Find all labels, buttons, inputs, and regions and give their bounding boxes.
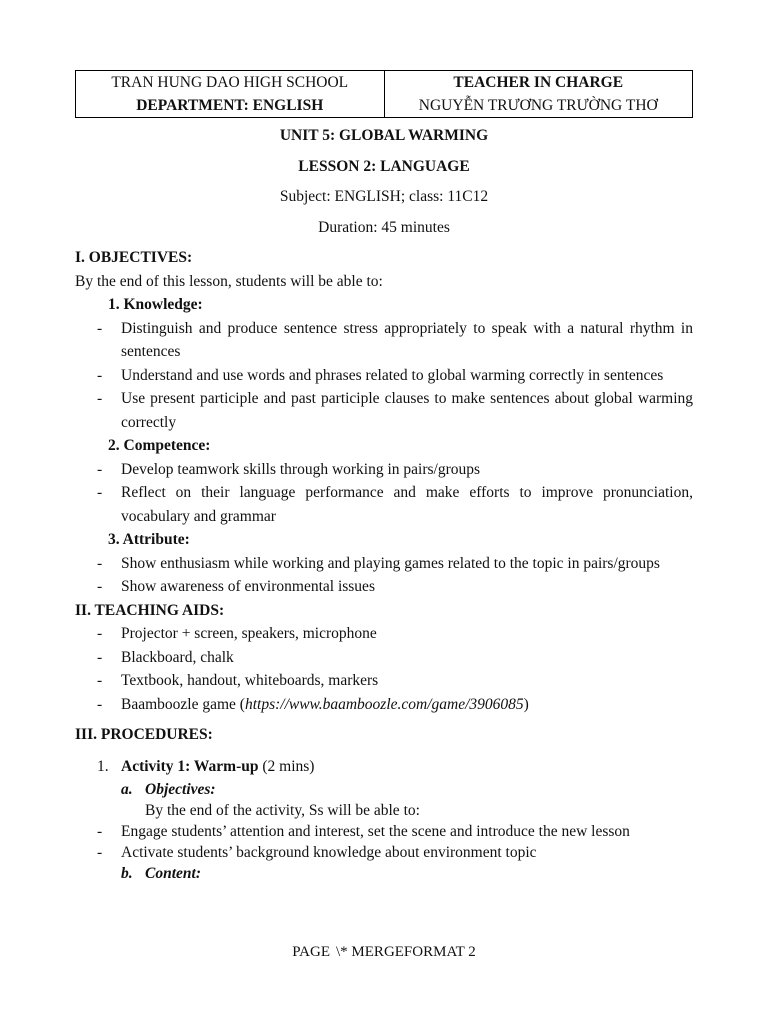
unit-title: UNIT 5: GLOBAL WARMING <box>279 127 489 144</box>
list-item-text: Develop teamwork skills through working in pairs/groups <box>121 460 481 478</box>
bullet-dash: - <box>97 319 103 337</box>
list-item <box>75 842 693 863</box>
activity-1-heading <box>75 755 693 779</box>
bullet-dash: - <box>97 366 103 384</box>
knowledge-heading: 1. Knowledge: <box>108 296 203 313</box>
teacher-cell <box>384 71 693 118</box>
baamboozle-link[interactable]: https://www.baamboozle.com/game/3906085 <box>244 695 524 713</box>
activity-title: Activity 1: Warm-up <box>121 757 259 775</box>
procedures-heading: III. PROCEDURES: <box>75 726 213 743</box>
bullet-dash: - <box>97 390 103 407</box>
bullet-dash: - <box>97 822 103 840</box>
school-name: TRAN HUNG DAO HIGH SCHOOL <box>111 74 349 91</box>
list-item <box>75 575 693 599</box>
subheading-text: Content: <box>145 864 201 882</box>
objectives-heading: I. OBJECTIVES: <box>75 249 193 266</box>
list-item <box>75 387 693 434</box>
bullet-dash: - <box>97 460 103 478</box>
lesson-title: LESSON 2: LANGUAGE <box>298 157 470 175</box>
list-item-text: Projector + screen, speakers, microphone <box>121 625 377 642</box>
duration-line: Duration: 45 minutes <box>318 218 450 236</box>
list-item-text: Engage students’ attention and interest, set the scene and introduce the new lesson <box>121 822 630 840</box>
teacher-name: NGUYỄN TRƯƠNG TRƯỜNG THƠ <box>418 97 658 114</box>
school-cell <box>76 71 385 118</box>
teacher-label: TEACHER IN CHARGE <box>453 74 624 91</box>
activity-objectives-intro: By the end of the activity, Ss will be able to: <box>145 801 420 819</box>
bullet-dash: - <box>97 648 103 666</box>
bullet-dash: - <box>97 554 103 572</box>
list-item <box>75 693 693 717</box>
bullet-dash: - <box>97 695 103 713</box>
game-suffix: ) <box>523 695 529 713</box>
activity-time: (2 mins) <box>262 757 315 775</box>
bullet-dash: - <box>97 484 103 501</box>
list-item <box>75 552 693 576</box>
list-item-text: Understand and use words and phrases related to global warming correctly in sentences <box>121 366 664 384</box>
list-item-text: Show enthusiasm while working and playing games related to the topic in pairs/groups <box>121 554 660 572</box>
list-item-text: Distinguish and produce sentence stress appropriately to speak with a natural rhythm in sentences <box>121 319 693 360</box>
lesson-plan-page <box>75 70 693 884</box>
bullet-dash: - <box>97 672 103 689</box>
subheading-letter: b. <box>121 864 133 882</box>
department-name: DEPARTMENT: ENGLISH <box>136 97 324 114</box>
bullet-dash: - <box>97 578 103 595</box>
list-item <box>75 646 693 670</box>
subheading-text: Objectives: <box>145 780 216 798</box>
list-item-text: Show awareness of environmental issues <box>121 578 375 595</box>
list-item-text: Activate students’ background knowledge about environment topic <box>121 843 537 861</box>
activity-number: 1. <box>97 757 109 775</box>
subheading-letter: a. <box>121 780 133 798</box>
content-subheading <box>75 863 693 884</box>
competence-heading: 2. Competence: <box>108 437 211 454</box>
list-item <box>75 481 693 528</box>
header-table <box>75 70 693 118</box>
page-field-code: \* MERGEFORMAT 2 <box>336 944 476 960</box>
list-item <box>75 364 693 388</box>
list-item <box>75 622 693 646</box>
objectives-intro: By the end of this lesson, students will be able to: <box>75 272 383 290</box>
list-item-text: Blackboard, chalk <box>121 648 234 666</box>
subject-line: Subject: ENGLISH; class: 11C12 <box>279 188 489 205</box>
list-item-text: Use present participle and past participle clauses to make sentences about global warming correctly <box>121 390 693 431</box>
list-item <box>75 821 693 842</box>
bullet-dash: - <box>97 625 103 642</box>
list-item <box>75 458 693 482</box>
list-item <box>75 669 693 693</box>
page-footer <box>0 944 768 961</box>
list-item-text: Reflect on their language performance and make efforts to improve pronunciation, vocabulary and grammar <box>121 484 693 525</box>
teaching-aids-heading: II. TEACHING AIDS: <box>75 601 225 619</box>
list-item-text: Textbook, handout, whiteboards, markers <box>121 672 379 689</box>
bullet-dash: - <box>97 843 103 861</box>
page-label: PAGE <box>292 944 331 960</box>
attribute-heading: 3. Attribute: <box>108 531 190 548</box>
game-prefix: Baamboozle game ( <box>121 695 245 713</box>
list-item <box>75 317 693 364</box>
objectives-subheading <box>75 779 693 800</box>
